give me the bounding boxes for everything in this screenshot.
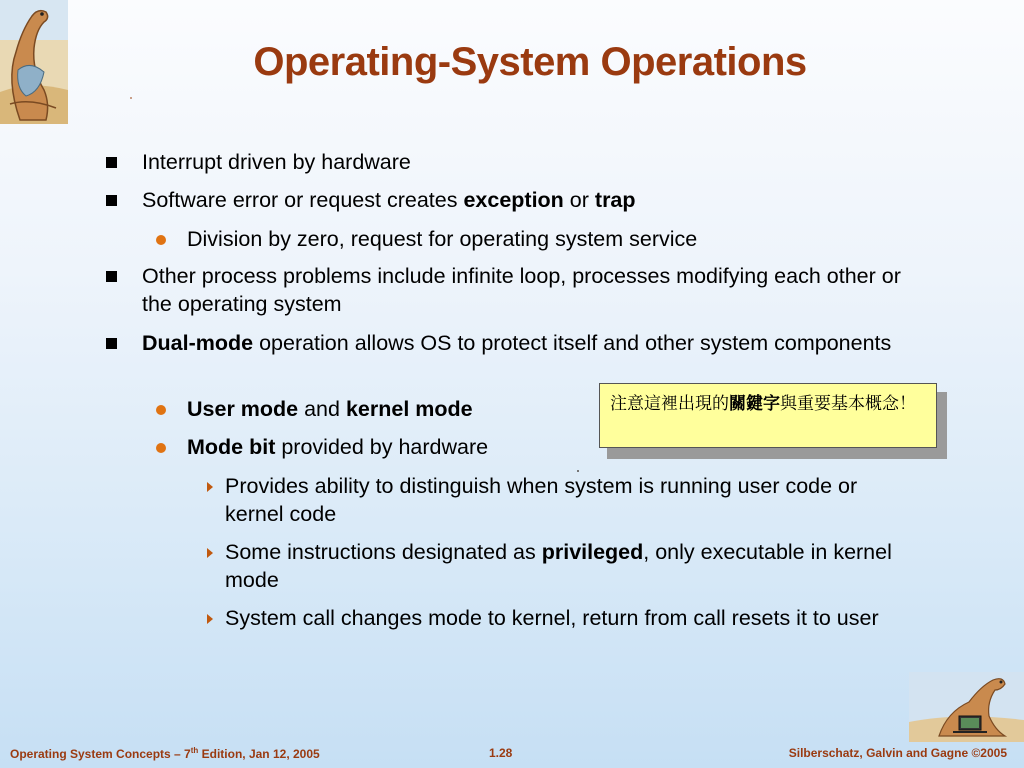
bullet-interrupt: Interrupt driven by hardware bbox=[142, 150, 411, 174]
callout-text: 與重要基本概念！ bbox=[780, 394, 916, 414]
square-bullet-icon bbox=[106, 338, 117, 349]
square-bullet-icon bbox=[106, 195, 117, 206]
bullet-text: , only executable in kernel mode bbox=[225, 540, 892, 592]
footer-text: Edition, Jan 12, 2005 bbox=[198, 747, 320, 761]
sub-bullet-user-kernel-mode bbox=[187, 395, 607, 423]
callout-text: 注意這裡出現的 bbox=[610, 394, 729, 414]
page-number: 1.28 bbox=[489, 746, 513, 760]
footer-copyright: Silberschatz, Galvin and Gagne ©2005 bbox=[788, 746, 1007, 760]
footer-text: Operating System Concepts – 7 bbox=[10, 747, 191, 761]
square-bullet-icon bbox=[106, 157, 117, 168]
bullet-text: operation allows OS to protect itself and other system components bbox=[253, 331, 892, 355]
arrow-bullet-icon bbox=[207, 614, 213, 624]
sub-bullet-division: Division by zero, request for operating system service bbox=[187, 227, 698, 251]
keyword-privileged: privileged bbox=[541, 540, 644, 564]
bullet-text: Some instructions designated as bbox=[225, 540, 542, 564]
bullet-dual-mode bbox=[142, 329, 922, 357]
square-bullet-icon bbox=[106, 271, 117, 282]
slide-title: Operating-System Operations bbox=[253, 40, 807, 84]
bullet-exception bbox=[142, 186, 922, 214]
round-bullet-icon bbox=[156, 405, 166, 415]
sub-sub-bullet-distinguish: Provides ability to distinguish when system is running user code or kernel code bbox=[225, 474, 858, 526]
keyword-kernel-mode: kernel mode bbox=[345, 397, 473, 421]
keyword-dual-mode: Dual-mode bbox=[142, 331, 254, 355]
bullet-text: provided by hardware bbox=[275, 435, 489, 459]
bullet-text: Software error or request creates bbox=[142, 188, 464, 212]
sub-sub-bullet-privileged bbox=[225, 538, 915, 594]
arrow-bullet-icon bbox=[207, 548, 213, 558]
callout-keyword: 關鍵字 bbox=[729, 394, 780, 414]
callout-note bbox=[599, 383, 937, 448]
sub-bullet-mode-bit bbox=[187, 433, 607, 461]
footer-superscript: th bbox=[190, 746, 199, 755]
arrow-bullet-icon bbox=[207, 482, 213, 492]
footer-course-info bbox=[10, 746, 320, 761]
dinosaur-laptop-image bbox=[909, 672, 1024, 742]
keyword-mode-bit: Mode bit bbox=[187, 435, 276, 459]
round-bullet-icon bbox=[156, 443, 166, 453]
bullet-process-problems: Other process problems include infinite loop, processes modifying each other or the operating system bbox=[142, 264, 901, 316]
sub-sub-bullet-system-call: System call changes mode to kernel, return from call resets it to user bbox=[225, 606, 879, 630]
keyword-trap: trap bbox=[594, 188, 636, 212]
keyword-user-mode: User mode bbox=[187, 397, 299, 421]
bullet-text: and bbox=[298, 397, 346, 421]
round-bullet-icon bbox=[156, 235, 166, 245]
decorative-dot bbox=[577, 470, 579, 472]
keyword-exception: exception bbox=[463, 188, 564, 212]
bullet-text: or bbox=[563, 188, 595, 212]
